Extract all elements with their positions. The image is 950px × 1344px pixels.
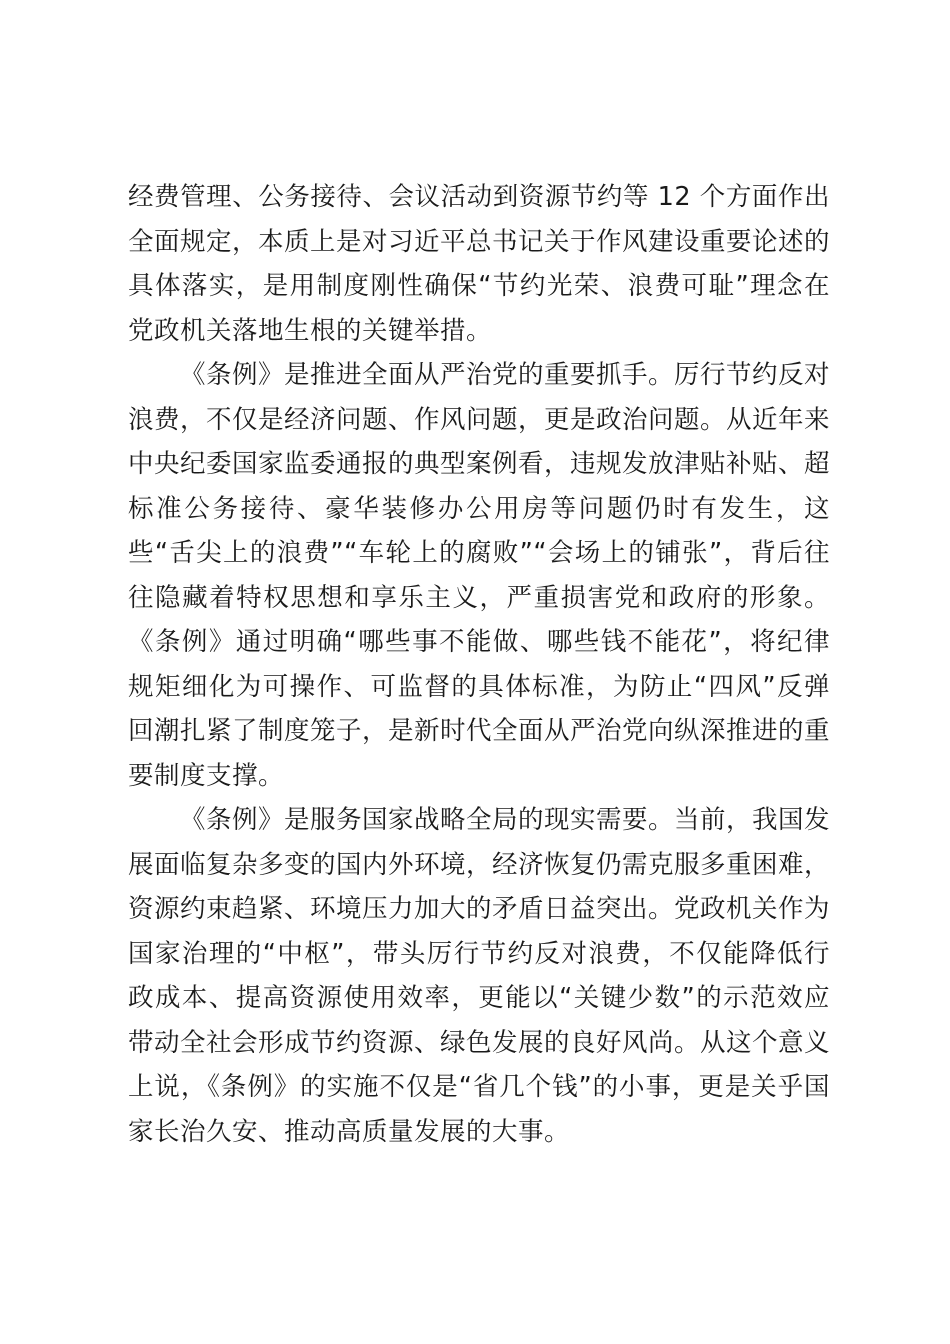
paragraph-continuation: 经费管理、公务接待、会议活动到资源节约等 12 个方面作出全面规定，本质上是对习近平总书记关于作风建设重要论述的具体落实，是用制度刚性确保“节约光荣、浪费可耻”理念在党政机关落地生根的关键举措。 — [128, 182, 831, 346]
paragraph-party-governance: 《条例》是推进全面从严治党的重要抓手。厉行节约反对浪费，不仅是经济问题、作风问题，更是政治问题。从近年来中央纪委国家监委通报的典型案例看，违规发放津贴补贴、超标准公务接待、豪华装修办公用房等问题仍时有发生，这些“舌尖上的浪费”“车轮上的腐败”“会场上的铺张”，背后往往隐藏着特权思想和享乐主义，严重损害党和政府的形象。《条例》通过明确“哪些事不能做、哪些钱不能花”，将纪律规矩细化为可操作、可监督的具体标准，为防止“四风”反弹回潮扎紧了制度笼子，是新时代全面从严治党向纵深推进的重要制度支撑。 — [128, 360, 831, 791]
paragraph-national-strategy: 《条例》是服务国家战略全局的现实需要。当前，我国发展面临复杂多变的国内外环境，经济恢复仍需克服多重困难，资源约束趋紧、环境压力加大的矛盾日益突出。党政机关作为国家治理的“中枢”，带头厉行节约反对浪费，不仅能降低行政成本、提高资源使用效率，更能以“关键少数”的示范效应带动全社会形成节约资源、绿色发展的良好风尚。从这个意义上说，《条例》的实施不仅是“省几个钱”的小事，更是关乎国家长治久安、推动高质量发展的大事。 — [128, 805, 831, 1147]
document-body — [128, 175, 830, 1154]
